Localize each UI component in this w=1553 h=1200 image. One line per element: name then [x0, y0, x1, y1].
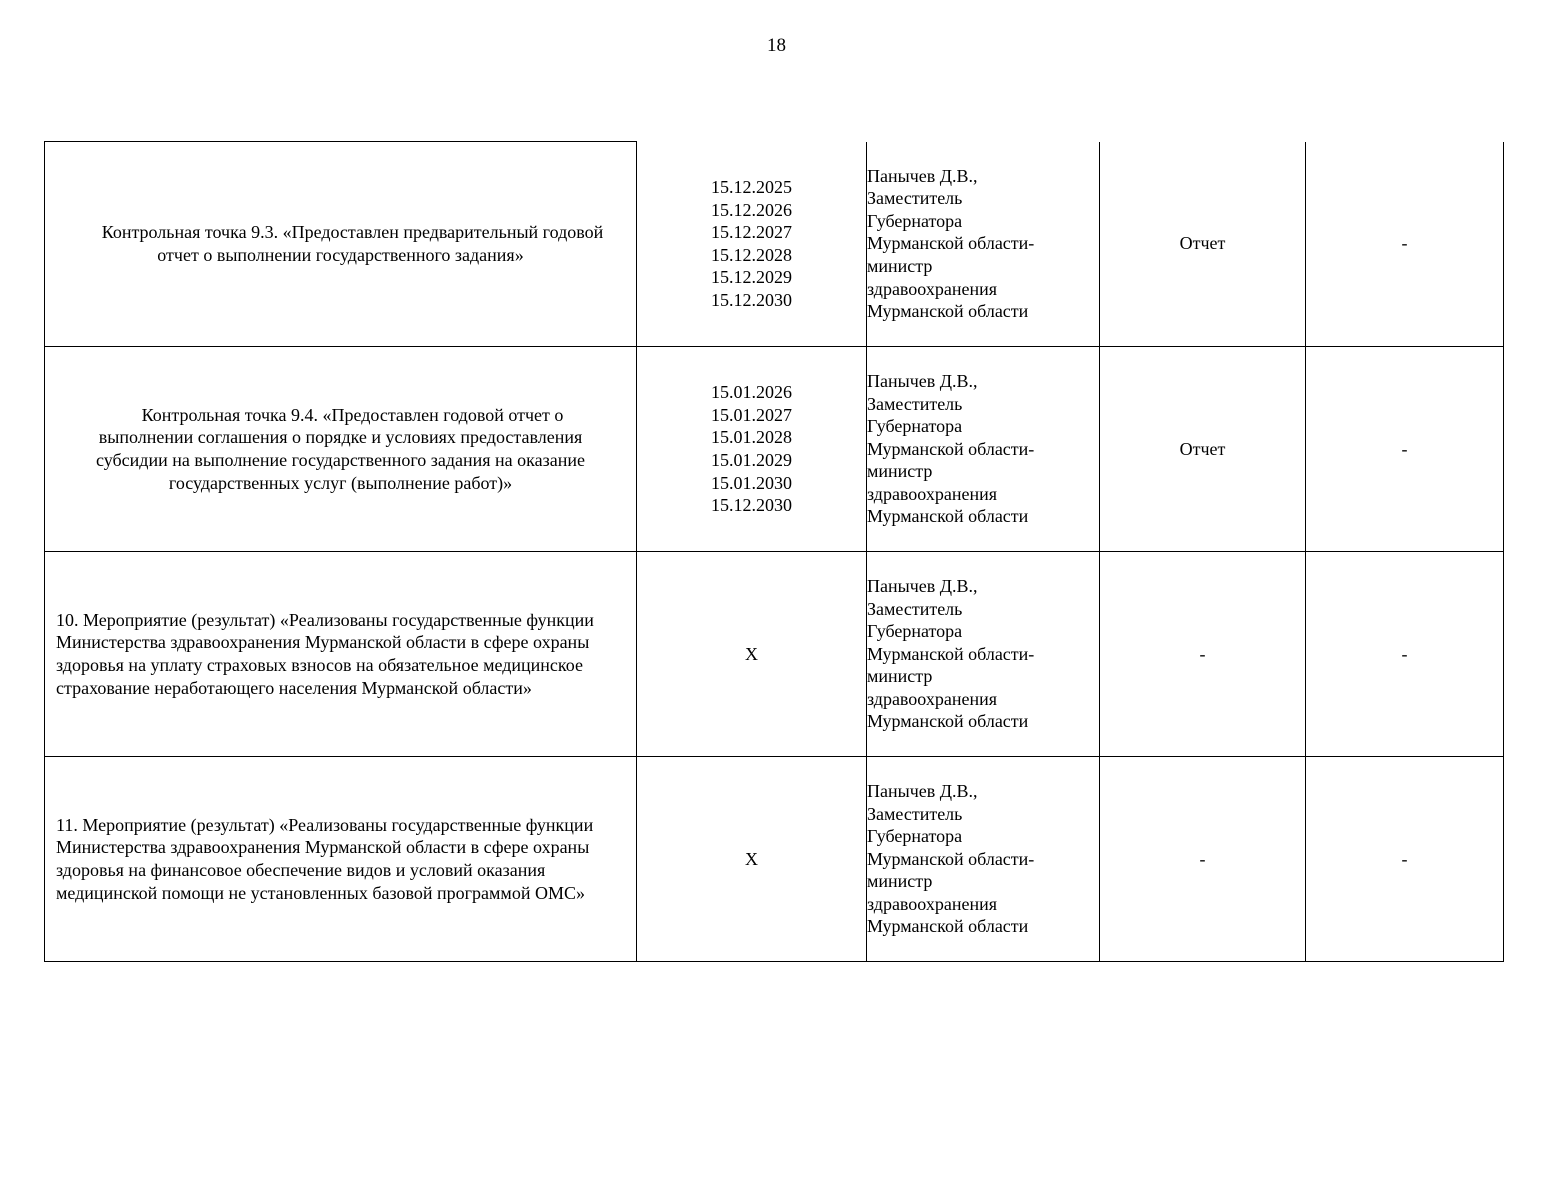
responsible-line: Мурманской области	[867, 916, 1029, 937]
responsible-line: министр	[867, 461, 933, 482]
responsible-line: министр	[867, 871, 933, 892]
table-row	[45, 347, 1504, 552]
responsible-line: здравоохранения	[867, 688, 998, 709]
row-date: 15.01.2030	[711, 472, 792, 493]
row-note: -	[1306, 552, 1504, 757]
responsible-line: Заместитель	[867, 803, 963, 824]
row-name: 11. Мероприятие (результат) «Реализованы государственные функции Министерства здравоохранения Мурманской области в сфере охраны здоровья на финансовое обеспечение видов и условий оказания медицинской помощи не установленных базовой программой ОМС»	[56, 814, 594, 903]
row-date: 15.01.2026	[711, 382, 792, 403]
row-name: 10. Мероприятие (результат) «Реализованы государственные функции Министерства здравоохранения Мурманской области в сфере охраны здоровья на уплату страховых взносов на обязательное медицинское страхование неработающего населения Мурманской области»	[56, 609, 594, 698]
page-number: 18	[767, 35, 786, 56]
row-date: 15.12.2025	[711, 176, 792, 197]
responsible-line: Мурманской области-	[867, 848, 1035, 869]
responsible-line: Мурманской области	[867, 711, 1029, 732]
row-dates-cell	[637, 142, 867, 347]
row-document: Отчет	[1100, 142, 1306, 347]
row-date: 15.12.2027	[711, 222, 792, 243]
row-document: Отчет	[1100, 347, 1306, 552]
row-responsible-cell	[867, 347, 1100, 552]
responsible-line: Мурманской области	[867, 506, 1029, 527]
table-row	[45, 552, 1504, 757]
row-date: 15.12.2026	[711, 199, 792, 220]
table-row	[45, 142, 1504, 347]
responsible-line: Губернатора	[867, 621, 963, 642]
row-date: 15.12.2030	[711, 289, 792, 310]
responsible-line: министр	[867, 256, 933, 277]
row-responsible-cell	[867, 757, 1100, 962]
row-date: 15.12.2028	[711, 244, 792, 265]
responsible-line: Мурманской области-	[867, 233, 1035, 254]
responsible-line: Мурманской области	[867, 301, 1029, 322]
responsible-line: Панычев Д.В.,	[867, 780, 978, 801]
responsible-line: Заместитель	[867, 393, 963, 414]
row-document: -	[1100, 757, 1306, 962]
responsible-line: Мурманской области-	[867, 643, 1035, 664]
row-document: -	[1100, 552, 1306, 757]
row-date: 15.01.2028	[711, 427, 792, 448]
row-date-mark: Х	[637, 757, 867, 962]
responsible-line: Мурманской области-	[867, 438, 1035, 459]
row-name-cell	[45, 142, 637, 347]
responsible-line: Губернатора	[867, 416, 963, 437]
row-responsible-cell	[867, 552, 1100, 757]
row-date-mark: Х	[637, 552, 867, 757]
row-name: Контрольная точка 9.3. «Предоставлен предварительный годовой отчет о выполнении государственного задания»	[101, 222, 604, 265]
row-note: -	[1306, 142, 1504, 347]
responsible-line: Заместитель	[867, 188, 963, 209]
row-date: 15.01.2029	[711, 450, 792, 470]
row-note: -	[1306, 347, 1504, 552]
row-name: Контрольная точка 9.4. «Предоставлен годовой отчет о выполнении соглашения о порядке и условиях предоставления субсидии на выполнение государственного задания на оказание государственных услуг (выполнение работ)»	[95, 404, 585, 493]
responsible-line: Панычев Д.В.,	[867, 165, 978, 186]
activities-table	[44, 141, 1504, 962]
responsible-line: Панычев Д.В.,	[867, 575, 978, 596]
row-responsible-cell	[867, 142, 1100, 347]
responsible-line: здравоохранения	[867, 278, 998, 299]
row-name-cell	[45, 757, 637, 962]
row-date: 15.01.2027	[711, 404, 792, 425]
row-date: 15.12.2030	[711, 495, 792, 516]
row-name-cell	[45, 347, 637, 552]
row-name-cell	[45, 552, 637, 757]
responsible-line: Панычев Д.В.,	[867, 370, 978, 391]
responsible-line: Губернатора	[867, 826, 963, 847]
table-row	[45, 757, 1504, 962]
responsible-line: Заместитель	[867, 598, 963, 619]
row-dates-cell	[637, 347, 867, 552]
row-note: -	[1306, 757, 1504, 962]
responsible-line: министр	[867, 666, 933, 687]
responsible-line: здравоохранения	[867, 893, 998, 914]
responsible-line: здравоохранения	[867, 483, 998, 504]
row-date: 15.12.2029	[711, 267, 792, 288]
responsible-line: Губернатора	[867, 210, 963, 231]
